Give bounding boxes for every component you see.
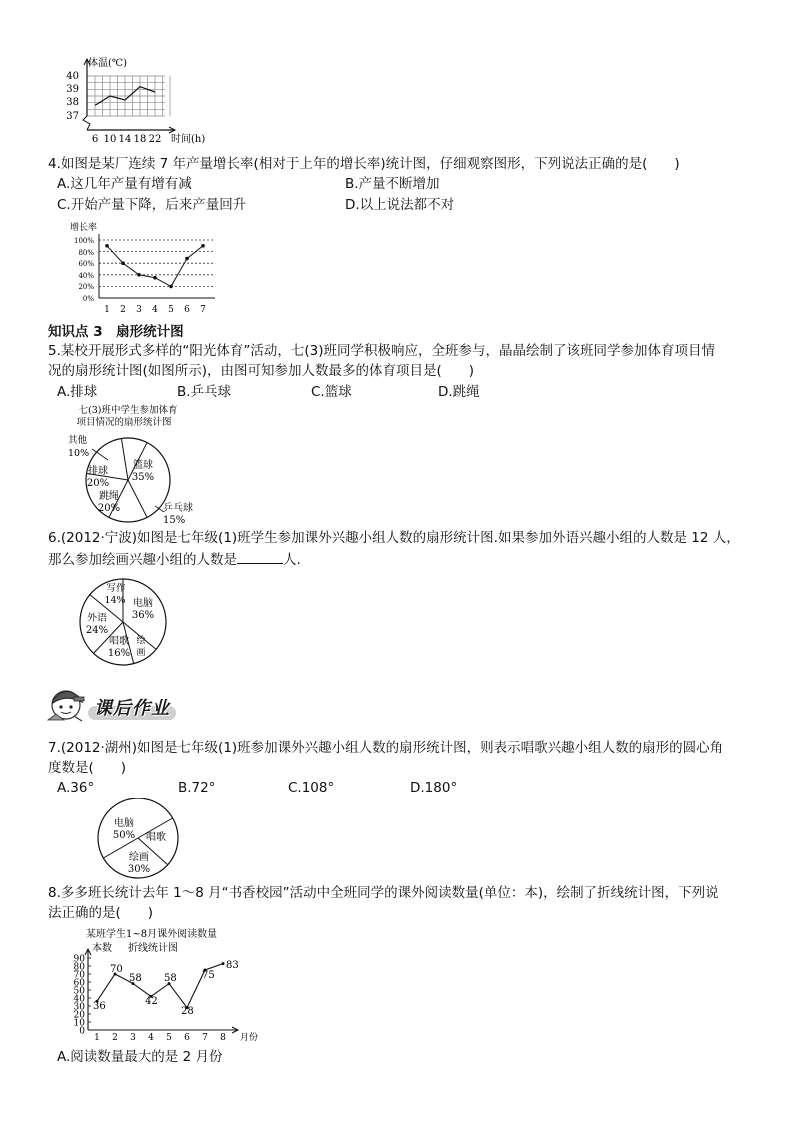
reading-ytick: 80 — [73, 962, 85, 973]
growth-point — [137, 273, 141, 277]
reading-ytick: 20 — [73, 1010, 85, 1021]
q8-stem-line1: 8.多多班长统计去年 1～8 月“书香校园”活动中全班同学的课外阅读数量(单位：本)，绘制了折线统计图，下列说 — [48, 885, 719, 901]
growth-series — [105, 244, 205, 288]
reading-ytick: 40 — [73, 994, 85, 1005]
pie6-pct-singing: 16% — [107, 648, 131, 659]
growth-xtick: 5 — [168, 305, 174, 315]
pie6-pct-writing: 14% — [104, 595, 126, 606]
q6-stem-line1: 6.(2012·宁波)如图是七年级(1)班学生参加课外兴趣小组人数的扇形统计图.如果参加外语兴趣小组的人数是 12 人， — [48, 530, 740, 546]
pie7-pct-computer: 50% — [112, 830, 136, 841]
sports-pie-label-jumprope: 跳绳 — [99, 491, 119, 502]
growth-ytick: 80% — [78, 249, 94, 257]
q7-option-c: C.108° — [288, 780, 335, 796]
temperature-ytick: 39 — [66, 84, 79, 95]
reading-xtick: 6 — [184, 1033, 190, 1043]
growth-ytick: 20% — [78, 283, 94, 291]
temperature-line-chart — [55, 50, 230, 148]
reading-ytick: 10 — [73, 1018, 85, 1029]
sports-pie-pct-other: 10% — [68, 448, 90, 459]
growth-axes — [99, 234, 215, 298]
pie7-label-singing: 唱歌 — [146, 832, 166, 843]
pie6-label-computer: 电脑 — [133, 598, 153, 609]
temperature-ylabel: 体温(℃) — [88, 58, 127, 69]
growth-point — [169, 285, 173, 289]
growth-ytick: 0% — [82, 295, 94, 303]
reading-xtick: 3 — [130, 1033, 136, 1043]
reading-title-line1: 某班学生1~8月课外阅读数量 — [86, 929, 218, 940]
q5-option-a: A.排球 — [57, 384, 98, 400]
q4-option-c: C.开始产量下降，后来产量回升 — [57, 197, 247, 213]
interest-group-pie-chart-q7 — [96, 798, 182, 880]
reading-ytick: 50 — [73, 986, 85, 997]
section-heading: 知识点 3 扇形统计图 — [48, 324, 184, 340]
reading-xtick: 5 — [166, 1033, 172, 1043]
reading-xtick: 8 — [220, 1033, 226, 1043]
q6-stem-line2 — [48, 549, 301, 571]
growth-xtick: 1 — [104, 305, 110, 315]
q4-option-a: A.这几年产量有增有减 — [57, 176, 192, 192]
sports-pie-label-other: 其他 — [68, 435, 88, 446]
q5-option-c: C.篮球 — [311, 384, 352, 400]
reading-point — [222, 962, 225, 965]
growth-point — [105, 244, 109, 248]
temperature-xtick: 22 — [148, 134, 162, 145]
growth-grid — [99, 240, 215, 286]
growth-ytick: 60% — [78, 260, 94, 268]
growth-xtick: 2 — [120, 305, 126, 315]
growth-ytick: 100% — [73, 237, 94, 245]
growth-xtick: 3 — [136, 305, 142, 315]
q8-stem-line2: 法正确的是( ) — [48, 905, 154, 921]
q7-stem-line1: 7.(2012·湖州)如图是七年级(1)班参加课外兴趣小组人数的扇形统计图，则表示唱歌兴趣小组人数的扇形的圆心角 — [48, 740, 724, 756]
sports-pie-pct-volleyball: 20% — [86, 478, 110, 489]
pie6-label-foreign: 外语 — [87, 613, 107, 624]
q6-stem-after-blank: 人. — [283, 552, 301, 568]
temperature-xtick: 14 — [118, 134, 132, 145]
growth-point — [153, 276, 157, 280]
sports-pie-label-volleyball: 排球 — [88, 466, 108, 477]
growth-point — [121, 261, 125, 265]
q6-stem-before-blank: 那么参加绘画兴趣小组的人数是 — [48, 552, 237, 568]
q4-option-d: D.以上说法都不对 — [345, 197, 455, 213]
sports-pie-title-line1: 七(3)班中学生参加体育 — [78, 405, 178, 416]
reading-xtick: 7 — [202, 1033, 208, 1043]
reading-point-label: 75 — [202, 970, 215, 981]
sports-pie-chart — [62, 402, 232, 528]
q5-option-b: B.乒乓球 — [177, 384, 232, 400]
temperature-xtick: 10 — [103, 134, 117, 145]
growth-ylabel: 增长率 — [70, 223, 98, 233]
reading-point-label: 36 — [93, 1001, 106, 1012]
growth-ytick: 40% — [78, 272, 94, 280]
q5-stem-line1: 5.某校开展形式多样的“阳光体育”活动，七(3)班同学积极响应，全班参与，晶晶绘制了该班同学参加体育项目情 — [48, 343, 715, 359]
pie6-pct-computer: 36% — [131, 610, 155, 621]
sports-pie-pct-jumprope: 20% — [97, 503, 121, 514]
pie7-label-painting: 绘画 — [129, 852, 149, 863]
reading-point-label: 83 — [226, 960, 239, 971]
reading-xtick: 1 — [94, 1033, 100, 1043]
temperature-ytick: 38 — [66, 97, 79, 108]
reading-ytick: 0 — [79, 1026, 85, 1037]
sports-pie-pct-basketball: 35% — [131, 472, 155, 483]
pie6-label-writing: 写作 — [106, 583, 126, 594]
q8-option-a: A.阅读数量最大的是 2 月份 — [57, 1049, 223, 1065]
reading-ytick: 60 — [73, 978, 85, 989]
growth-xtick: 7 — [200, 305, 206, 315]
reading-point-label: 42 — [145, 996, 158, 1007]
homework-badge-label: 课后作业 — [94, 698, 170, 719]
reading-ylabel: 本数 — [92, 943, 112, 954]
temperature-axis-break — [83, 116, 90, 130]
growth-point — [185, 257, 189, 261]
q4-stem: 4.如图是某厂连续 7 年产量增长率(相对于上年的增长率)统计图，仔细观察图形，下列说法正确的是( ) — [48, 156, 680, 172]
sports-pie-title-line2: 项目情况的扇形统计图 — [76, 417, 172, 428]
reading-point-label: 28 — [181, 1006, 194, 1017]
pie7-label-computer: 电脑 — [114, 818, 134, 829]
interest-group-pie-chart — [78, 576, 172, 668]
pie6-pct-foreign: 24% — [85, 625, 109, 636]
homework-badge — [44, 680, 180, 724]
reading-line-chart — [60, 924, 270, 1044]
temperature-ytick: 40 — [66, 71, 79, 82]
reading-point-label: 70 — [110, 964, 123, 975]
pie6-label-singing: 唱歌 — [109, 636, 129, 647]
q5-option-d: D.跳绳 — [438, 384, 480, 400]
temperature-xtick: 18 — [133, 134, 147, 145]
q6-answer-blank[interactable] — [237, 549, 283, 564]
reading-title-line2: 折线统计图 — [128, 943, 178, 954]
reading-axes — [85, 949, 238, 1033]
q5-stem-line2: 况的扇形统计图(如图所示)，由图可知参加人数最多的体育项目是( ) — [48, 363, 475, 379]
reading-ytick: 90 — [73, 954, 85, 965]
growth-xtick: 6 — [184, 305, 190, 315]
reading-ytick: 70 — [73, 970, 85, 981]
q4-option-b: B.产量不断增加 — [345, 176, 440, 192]
q7-option-b: B.72° — [178, 780, 216, 796]
reading-xlabel: 月份 — [240, 1033, 259, 1043]
q7-option-a: A.36° — [57, 780, 95, 796]
reading-point-label: 58 — [164, 973, 177, 984]
temperature-ytick: 37 — [66, 111, 79, 122]
temperature-xlabel: 时间(h) — [171, 134, 206, 145]
temperature-xtick: 6 — [91, 134, 99, 145]
reading-point-label: 58 — [129, 973, 142, 984]
reading-xtick: 4 — [148, 1033, 154, 1043]
pie7-pct-painting: 30% — [127, 864, 151, 875]
growth-rate-line-chart — [62, 220, 222, 316]
pie6-label-painting-char2: 画 — [136, 648, 146, 658]
reading-ytick: 30 — [73, 1002, 85, 1013]
sports-pie-label-pingpong: 乒乓球 — [163, 503, 193, 514]
q7-option-d: D.180° — [410, 780, 458, 796]
q7-stem-line2: 度数是( ) — [48, 760, 127, 776]
temperature-grid — [87, 76, 170, 116]
growth-point — [201, 244, 205, 248]
sports-pie-pct-pingpong: 15% — [163, 515, 186, 526]
growth-xtick: 4 — [152, 305, 158, 315]
sports-pie-label-basketball: 篮球 — [133, 460, 153, 471]
pie6-label-painting-char1: 绘 — [136, 636, 146, 646]
reading-xtick: 2 — [112, 1033, 118, 1043]
